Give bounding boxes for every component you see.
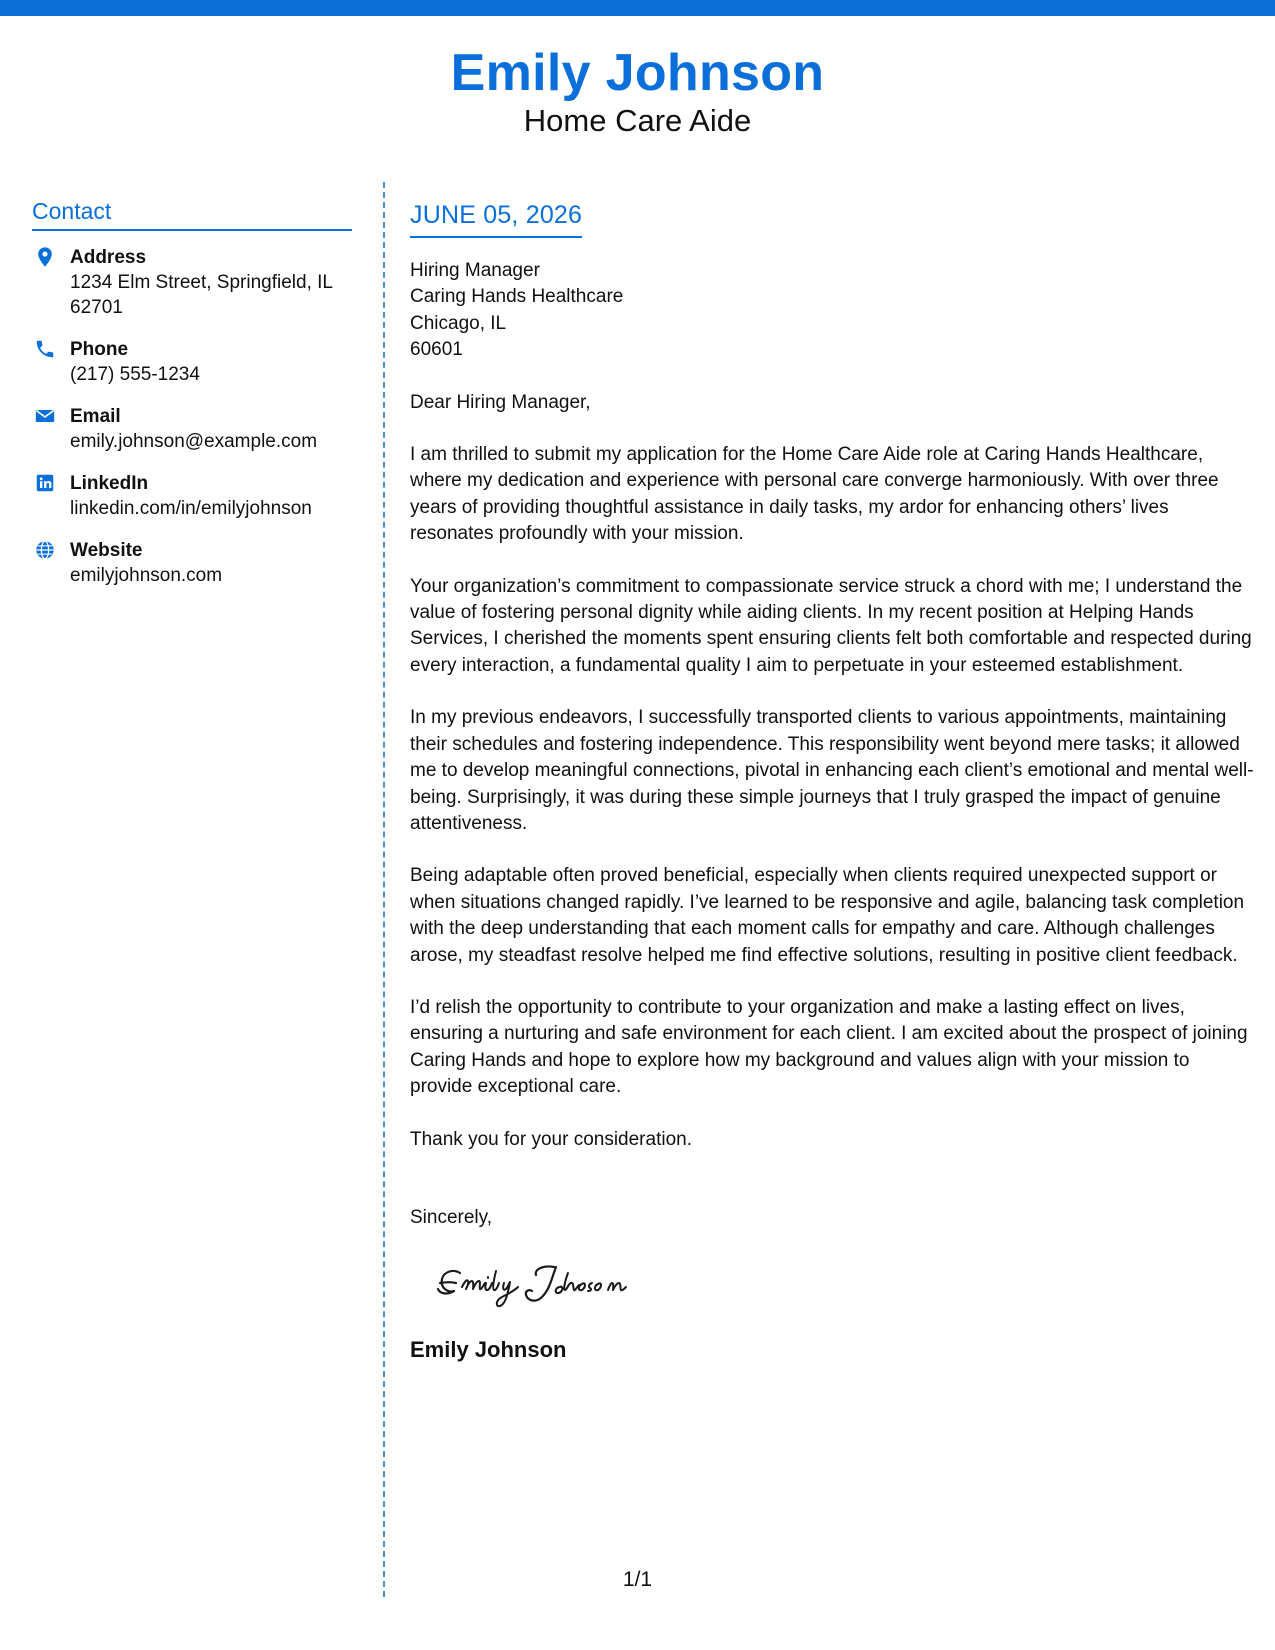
paragraph-1: I am thrilled to submit my application for the Home Care Aide role at Caring Hands Healthcare, where my dedication and experience with personal care converge harmoniously. With over three years of providing thoughtful assistance in daily tasks, my ardor for enhancing others’ lives resonates profoundly with your mission. [410,444,1219,545]
paragraph-5: I’d relish the opportunity to contribute to your organization and make a lasting effect on lives, ensuring a nurturing and safe environment for each client. I am excited about the prospect of joining Caring Hands and hope to explore how my background and values align with your mission to provide exceptional care. [410,996,1248,1098]
contact-item-website [32,538,352,588]
thanks-line: Thank you for your consideration. [410,1128,692,1150]
contact-sidebar [32,195,352,605]
recipient-block [410,258,1255,364]
contact-item-phone [32,337,352,387]
linkedin-value: linkedin.com/in/emilyjohnson [70,498,312,519]
address-value: 1234 Elm Street, Springfield, IL 62701 [70,272,333,318]
page-number: 1/1 [622,1568,653,1591]
contact-item-linkedin [32,471,352,521]
contact-heading: Contact [32,195,352,231]
paragraph-4: Being adaptable often proved beneficial, especially when clients required unexpected support or when situations changed rapidly. I’ve learned to be responsive and agile, balancing task completion with the deep understanding that each moment calls for empathy and care. Although challenges arose, my steadfast resolve helped me find effective solutions, resulting in positive client feedback. [410,865,1245,966]
recipient-line-4: 60601 [410,339,463,361]
top-accent-bar [0,0,1275,16]
recipient-line-3: Chicago, IL [410,312,507,334]
location-pin-icon [34,246,56,268]
phone-icon [34,338,56,360]
recipient-line-1: Hiring Manager [410,260,540,281]
paragraph-3: In my previous endeavors, I successfully transported clients to various appointments, maintaining their schedules and fostering independence. This responsibility went beyond mere tasks; it allowed me to develop meaningful connections, pivotal in enhancing each client’s emotional and mental well-being. Surprisingly, it was during these simple journeys that I truly grasped the impact of genuine attentiveness. [410,707,1254,834]
envelope-icon [34,405,56,427]
signoff: Sincerely, [410,1206,493,1228]
handwritten-signature [426,1253,666,1317]
phone-label: Phone [70,339,129,360]
column-divider [383,182,385,1597]
email-label: Email [70,406,121,427]
website-label: Website [70,540,143,561]
salutation: Dear Hiring Manager, [410,391,591,413]
applicant-name: Emily Johnson [450,44,825,102]
address-label: Address [70,247,147,268]
website-value: emilyjohnson.com [70,565,223,586]
letter-header [0,40,1275,140]
applicant-role: Home Care Aide [523,103,752,138]
linkedin-label: LinkedIn [70,473,149,494]
signer-name: Emily Johnson [410,1337,567,1363]
recipient-line-2: Caring Hands Healthcare [410,286,624,308]
contact-item-email [32,404,352,454]
paragraph-2: Your organization’s commitment to compassionate service struck a chord with me; I understand the value of fostering personal dignity while aiding clients. In my recent position at Helping Hands Services, I cherished the moments spent ensuring clients felt both comfortable and respected during every interaction, a fundamental quality I aim to perpetuate in your esteemed establishment. [410,575,1252,676]
letter-date: JUNE 05, 2026 [410,201,583,229]
email-value: emily.johnson@example.com [70,431,318,452]
globe-icon [34,539,56,561]
phone-value: (217) 555-1234 [70,364,200,385]
linkedin-icon [34,472,56,494]
date-block [410,198,582,238]
letter-body [410,198,1255,1365]
contact-item-address [32,245,352,320]
